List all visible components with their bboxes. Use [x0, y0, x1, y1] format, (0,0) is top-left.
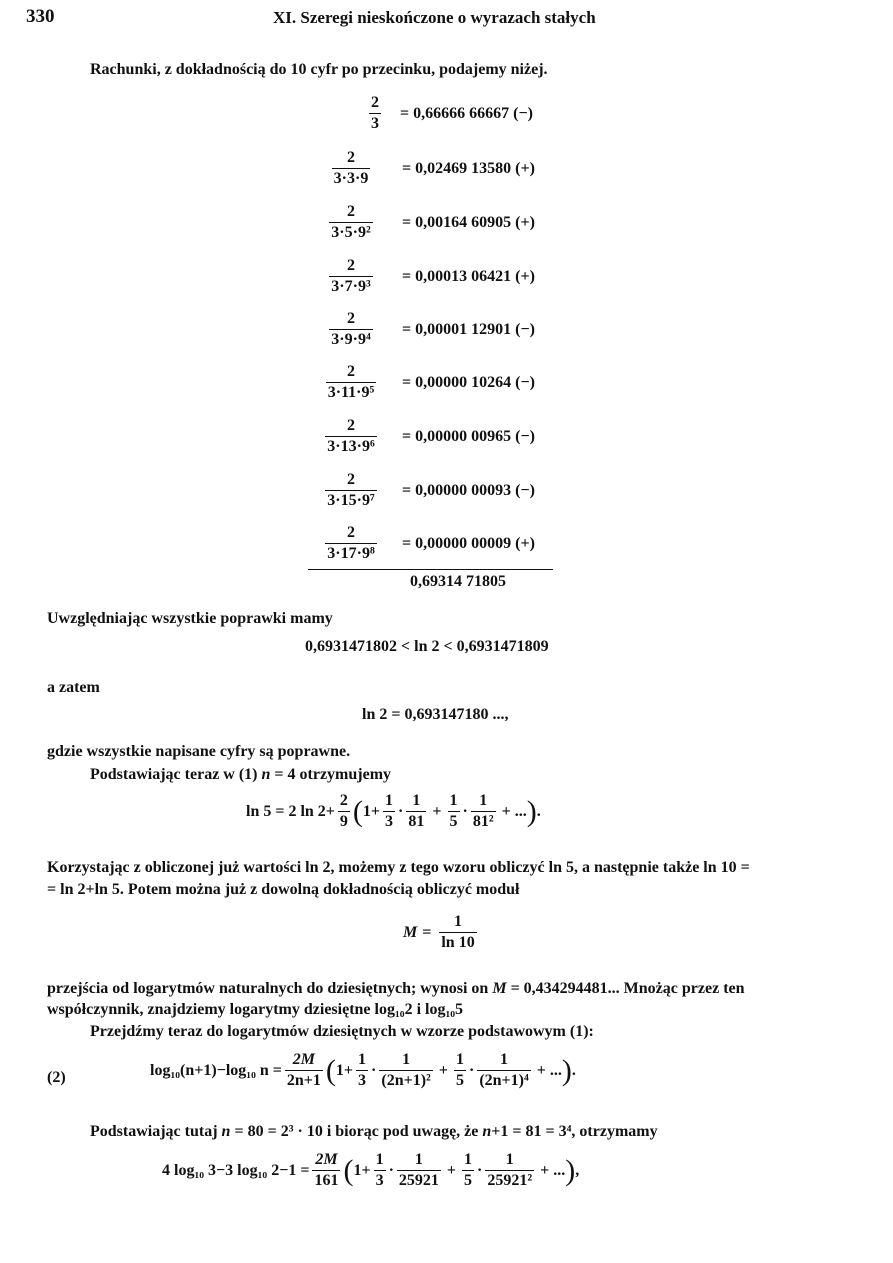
para3-line2: współczynnik, znajdziemy logarytmy dziesiętne log₁₀2 i log₁₀5: [47, 1001, 464, 1018]
row-denominator: 3·15·9⁷: [327, 491, 375, 509]
row-numerator: 2: [347, 149, 355, 166]
digits-correct-text: gdzie wszystkie napisane cyfry są poprawne.: [47, 743, 351, 760]
table-row: [310, 472, 543, 510]
table-row: [310, 364, 543, 402]
formula2-label: (2): [47, 1069, 66, 1086]
row-denominator: 3·3·9: [333, 169, 369, 187]
substituting-text: Podstawiając teraz w (1) n = 4 otrzymujemy: [90, 766, 392, 783]
row-denominator: 3: [371, 114, 379, 132]
row-denominator: 3·11·9⁵: [327, 383, 375, 401]
row-numerator: 2: [347, 524, 355, 541]
row-fraction: [310, 204, 392, 242]
substituting2-text: Podstawiając tutaj n = 80 = 2³ · 10 i biorąc pod uwagę, że n+1 = 81 = 3⁴, otrzymamy: [90, 1123, 658, 1140]
para3-line1: przejścia od logarytmów naturalnych do dziesiętnych; wynosi on M = 0,434294481... Mnożąc przez ten: [47, 980, 745, 997]
row-numerator: 2: [347, 203, 355, 220]
row-fraction: [310, 525, 392, 563]
row-value: = 0,00000 00965 (−): [402, 427, 535, 445]
para3-line3: Przejdźmy teraz do logarytmów dziesiętnych w wzorze podstawowym (1):: [90, 1023, 594, 1040]
table-row: [310, 418, 543, 456]
row-value: = 0,00000 00093 (−): [402, 481, 535, 499]
row-numerator: 2: [347, 363, 355, 380]
para2-line2: = ln 2+ln 5. Potem można już z dowolną dokładnością obliczyć moduł: [47, 881, 520, 898]
row-fraction: [310, 418, 392, 456]
ln2-value: ln 2 = 0,693147180 ...,: [362, 706, 509, 723]
row-value: = 0,00164 60905 (+): [402, 213, 535, 231]
formula2: log₁₀(n+1)−log₁₀ n = $\frac{2M}{2n+1}$ ( 1+ $\frac{1}{3}$ · $\frac{1}{\text{(2n+1)²}}$ + $\frac{1}{5}$ · $\frac{1}{\text{(2n+1)⁴}}$ + ... ) .: [150, 1051, 576, 1089]
row-fraction: [310, 258, 392, 296]
modulus-formula: M = $\frac{1}{\ln 10}$: [403, 913, 475, 951]
row-value: = 0,66666 66667 (−): [400, 104, 533, 122]
row-denominator: 3·17·9⁸: [327, 544, 375, 562]
table-row: [310, 204, 543, 242]
table-row: [310, 258, 543, 296]
table-row: [310, 150, 543, 188]
para2-line1: Korzystając z obliczonej już wartości ln 2, możemy z tego wzoru obliczyć ln 5, a następnie także ln 10 =: [47, 859, 750, 876]
table-row: [310, 311, 543, 349]
table-row: [360, 95, 541, 133]
row-fraction: [310, 311, 392, 349]
page-number: 330: [26, 6, 55, 27]
row-value: = 0,00000 00009 (+): [402, 534, 535, 552]
formula3: 4 log₁₀ 3−3 log₁₀ 2−1 = $\frac{2M}{161}$ ( 1+ $\frac{1}{3}$ · $\frac{1}{25921}$ + $\frac{1}{5}$ · $\frac{1}{\text{25921²}}$ + ... ) ,: [162, 1151, 580, 1189]
row-numerator: 2: [347, 471, 355, 488]
row-numerator: 2: [371, 94, 379, 111]
series-sum: 0,69314 71805: [410, 573, 506, 590]
row-value: = 0,00013 06421 (+): [402, 267, 535, 285]
row-value: = 0,00000 10264 (−): [402, 373, 535, 391]
row-value: = 0,02469 13580 (+): [402, 159, 535, 177]
row-fraction: [310, 150, 392, 188]
row-denominator: 3·5·9²: [331, 223, 371, 241]
corrections-text: Uwzględniając wszystkie poprawki mamy: [47, 610, 333, 627]
row-fraction: [310, 364, 392, 402]
row-numerator: 2: [347, 417, 355, 434]
row-fraction: [360, 95, 390, 133]
row-denominator: 3·9·9⁴: [331, 330, 371, 348]
ln5-formula: ln 5 = 2 ln 2+ $\frac{2}{9}$ ( 1+ $\frac{1}{3}$ · $\frac{1}{81}$ + $\frac{1}{5}$ · $\frac{1}{\text{81²}}$ + ... ) .: [246, 792, 541, 830]
row-numerator: 2: [347, 310, 355, 327]
row-denominator: 3·13·9⁶: [327, 437, 375, 455]
row-denominator: 3·7·9³: [331, 277, 371, 295]
row-fraction: [310, 472, 392, 510]
ln2-inequality: 0,6931471802 < ln 2 < 0,6931471809: [305, 638, 549, 655]
running-title: XI. Szeregi nieskończone o wyrazach stałych: [273, 8, 596, 27]
row-value: = 0,00001 12901 (−): [402, 320, 535, 338]
table-row: [310, 525, 543, 563]
sum-rule: [308, 569, 553, 570]
intro-text: Rachunki, z dokładnością do 10 cyfr po przecinku, podajemy niżej.: [90, 61, 548, 78]
hence-text: a zatem: [47, 679, 100, 696]
row-numerator: 2: [347, 257, 355, 274]
